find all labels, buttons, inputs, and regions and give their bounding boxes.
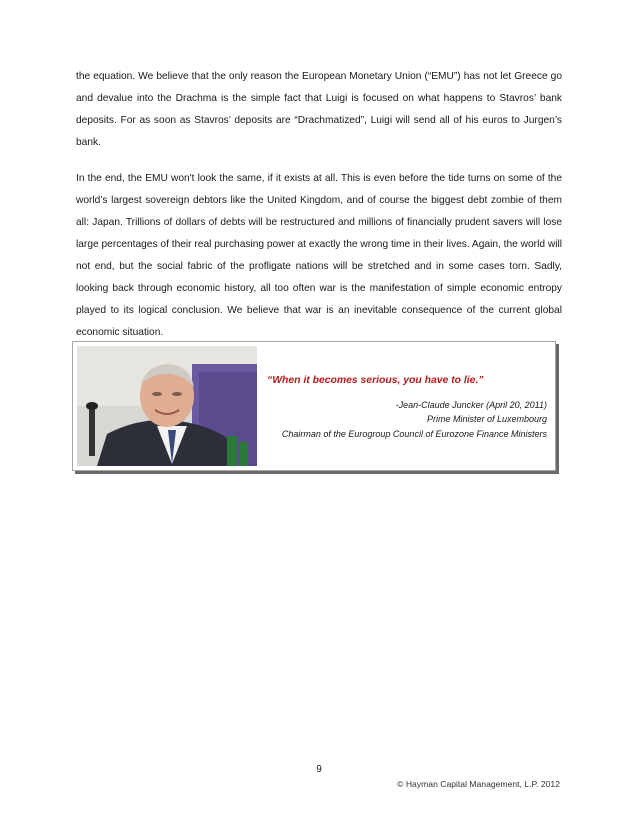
page-number: 9 xyxy=(316,764,322,775)
copyright-notice: © Hayman Capital Management, L.P. 2012 xyxy=(397,779,560,789)
quote-text: “When it becomes serious, you have to lie.” xyxy=(267,375,484,386)
quote-box xyxy=(72,341,556,471)
body-paragraph-2: In the end, the EMU won't look the same, if it exists at all. This is even before the tide turns on some of the world’s largest sovereign debtors like the United Kingdom, and of course the biggest debt zombie of them all: Japan. Trillions of dollars of debts will be restructured and millions of financially prudent savers will lose large percentages of their real purchasing power at exactly the wrong time in their lives. Again, the world will not end, but the social fabric of the profligate nations will be stretched and in some cases torn. Sadly, looking back through economic history, all too often war is the manifestation of simple economic entropy played to its logical conclusion. We believe that war is an inevitable consequence of the current global economic situation. xyxy=(76,173,562,338)
quote-attribution-name: -Jean-Claude Juncker (April 20, 2011) xyxy=(395,400,547,410)
body-paragraph-1: the equation. We believe that the only reason the European Monetary Union (“EMU”) has not let Greece go and devalue into the Drachma is the simple fact that Luigi is focused on what happens to Stavros’ bank deposits. For as soon as Stavros’ deposits are “Drachmatized”, Luigi will send all of his euros to Jurgen’s bank. xyxy=(76,71,562,148)
speaker-photo xyxy=(77,346,257,466)
quote-attribution-title: Prime Minister of Luxembourg xyxy=(426,414,547,424)
quote-attribution-role: Chairman of the Eurogroup Council of Eurozone Finance Ministers xyxy=(281,429,547,439)
